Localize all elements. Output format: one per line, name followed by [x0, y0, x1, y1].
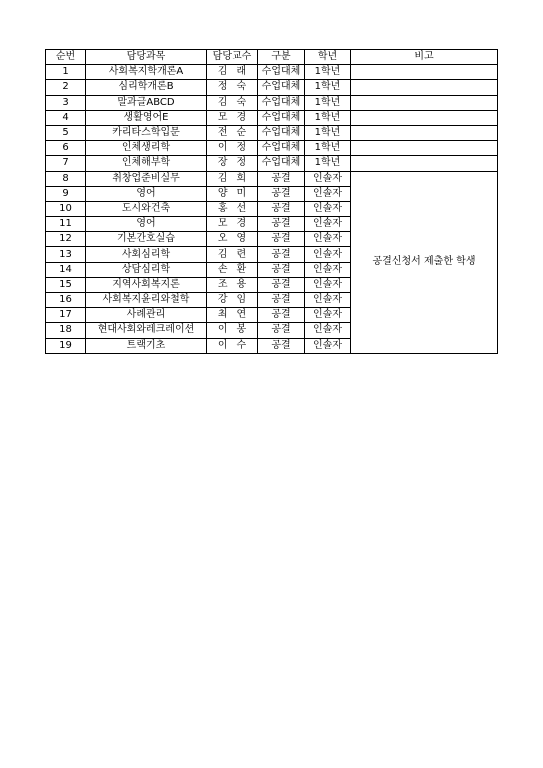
cell-category: 공결: [258, 262, 305, 277]
cell-course: 사회복지학개론A: [86, 65, 207, 80]
cell-professor: 손환: [207, 262, 258, 277]
cell-no: 13: [46, 247, 86, 262]
header-category: 구분: [258, 50, 305, 65]
cell-course: 사례관리: [86, 308, 207, 323]
cell-course: 말과글ABCD: [86, 95, 207, 110]
cell-category: 공결: [258, 247, 305, 262]
cell-professor: 모경: [207, 110, 258, 125]
cell-category: 수업대체: [258, 141, 305, 156]
cell-grade: 1학년: [305, 125, 351, 140]
cell-grade: 1학년: [305, 156, 351, 171]
cell-no: 14: [46, 262, 86, 277]
header-remarks: 비고: [351, 50, 498, 65]
cell-course: 인체생리학: [86, 141, 207, 156]
cell-no: 15: [46, 277, 86, 292]
cell-category: 수업대체: [258, 80, 305, 95]
table-row: [46, 125, 498, 140]
cell-no: 2: [46, 80, 86, 95]
cell-course: 취창업준비실무: [86, 171, 207, 186]
cell-grade: 인솔자: [305, 247, 351, 262]
cell-professor: 이봉: [207, 323, 258, 338]
cell-professor: 최연: [207, 308, 258, 323]
cell-no: 9: [46, 186, 86, 201]
cell-remarks: [351, 110, 498, 125]
table-row: [46, 156, 498, 171]
cell-remarks: [351, 95, 498, 110]
cell-course: 도시와건축: [86, 201, 207, 216]
cell-remarks: [351, 80, 498, 95]
cell-professor: 김래: [207, 65, 258, 80]
cell-category: 공결: [258, 308, 305, 323]
header-grade: 학년: [305, 50, 351, 65]
cell-no: 16: [46, 293, 86, 308]
table-row: [46, 65, 498, 80]
cell-no: 18: [46, 323, 86, 338]
cell-category: 공결: [258, 323, 305, 338]
cell-no: 19: [46, 338, 86, 353]
course-table: [45, 49, 498, 354]
cell-remarks: [351, 125, 498, 140]
cell-grade: 인솔자: [305, 308, 351, 323]
cell-course: 상담심리학: [86, 262, 207, 277]
cell-course: 지역사회복지론: [86, 277, 207, 292]
cell-category: 공결: [258, 171, 305, 186]
table-row: [46, 110, 498, 125]
cell-remarks: [351, 156, 498, 171]
cell-grade: 인솔자: [305, 277, 351, 292]
cell-no: 12: [46, 232, 86, 247]
cell-grade: 1학년: [305, 110, 351, 125]
cell-grade: 1학년: [305, 95, 351, 110]
table-header-row: [46, 50, 498, 65]
cell-grade: 1학년: [305, 141, 351, 156]
header-professor: 담당교수: [207, 50, 258, 65]
cell-remarks-merged: 공결신청서 제출한 학생: [351, 171, 498, 353]
cell-professor: 모경: [207, 217, 258, 232]
cell-grade: 인솔자: [305, 186, 351, 201]
cell-professor: 장정: [207, 156, 258, 171]
document-page: [45, 49, 497, 354]
cell-course: 기본간호실습: [86, 232, 207, 247]
cell-professor: 김희: [207, 171, 258, 186]
cell-professor: 조용: [207, 277, 258, 292]
cell-professor: 홍선: [207, 201, 258, 216]
table-body: [46, 65, 498, 354]
table-row: [46, 171, 498, 186]
cell-grade: 인솔자: [305, 293, 351, 308]
cell-category: 공결: [258, 338, 305, 353]
cell-course: 영어: [86, 186, 207, 201]
cell-category: 수업대체: [258, 65, 305, 80]
cell-grade: 인솔자: [305, 217, 351, 232]
table-row: [46, 95, 498, 110]
cell-category: 공결: [258, 293, 305, 308]
cell-no: 1: [46, 65, 86, 80]
cell-professor: 오영: [207, 232, 258, 247]
cell-professor: 이수: [207, 338, 258, 353]
cell-course: 카리타스학입문: [86, 125, 207, 140]
cell-no: 17: [46, 308, 86, 323]
cell-category: 수업대체: [258, 95, 305, 110]
cell-no: 7: [46, 156, 86, 171]
cell-professor: 정숙: [207, 80, 258, 95]
cell-no: 6: [46, 141, 86, 156]
cell-grade: 인솔자: [305, 232, 351, 247]
cell-category: 수업대체: [258, 125, 305, 140]
cell-professor: 김숙: [207, 95, 258, 110]
cell-remarks: [351, 65, 498, 80]
cell-no: 10: [46, 201, 86, 216]
cell-category: 공결: [258, 277, 305, 292]
cell-no: 11: [46, 217, 86, 232]
cell-category: 수업대체: [258, 110, 305, 125]
cell-course: 생활영어E: [86, 110, 207, 125]
cell-grade: 인솔자: [305, 262, 351, 277]
cell-no: 4: [46, 110, 86, 125]
cell-course: 사회심리학: [86, 247, 207, 262]
cell-category: 공결: [258, 201, 305, 216]
cell-professor: 강임: [207, 293, 258, 308]
cell-course: 트랙기초: [86, 338, 207, 353]
cell-professor: 전순: [207, 125, 258, 140]
cell-category: 공결: [258, 217, 305, 232]
cell-grade: 인솔자: [305, 338, 351, 353]
cell-course: 심리학개론B: [86, 80, 207, 95]
cell-no: 5: [46, 125, 86, 140]
cell-category: 공결: [258, 232, 305, 247]
cell-category: 수업대체: [258, 156, 305, 171]
cell-no: 8: [46, 171, 86, 186]
cell-course: 인체해부학: [86, 156, 207, 171]
cell-grade: 인솔자: [305, 171, 351, 186]
header-course: 담당과목: [86, 50, 207, 65]
cell-grade: 인솔자: [305, 323, 351, 338]
cell-grade: 인솔자: [305, 201, 351, 216]
table-row: [46, 80, 498, 95]
cell-professor: 김련: [207, 247, 258, 262]
cell-course: 영어: [86, 217, 207, 232]
cell-course: 사회복지윤리와철학: [86, 293, 207, 308]
cell-remarks: [351, 141, 498, 156]
cell-category: 공결: [258, 186, 305, 201]
header-no: 순번: [46, 50, 86, 65]
cell-grade: 1학년: [305, 80, 351, 95]
cell-no: 3: [46, 95, 86, 110]
table-row: [46, 141, 498, 156]
cell-professor: 양미: [207, 186, 258, 201]
cell-course: 현대사회와레크레이션: [86, 323, 207, 338]
cell-professor: 이정: [207, 141, 258, 156]
cell-grade: 1학년: [305, 65, 351, 80]
